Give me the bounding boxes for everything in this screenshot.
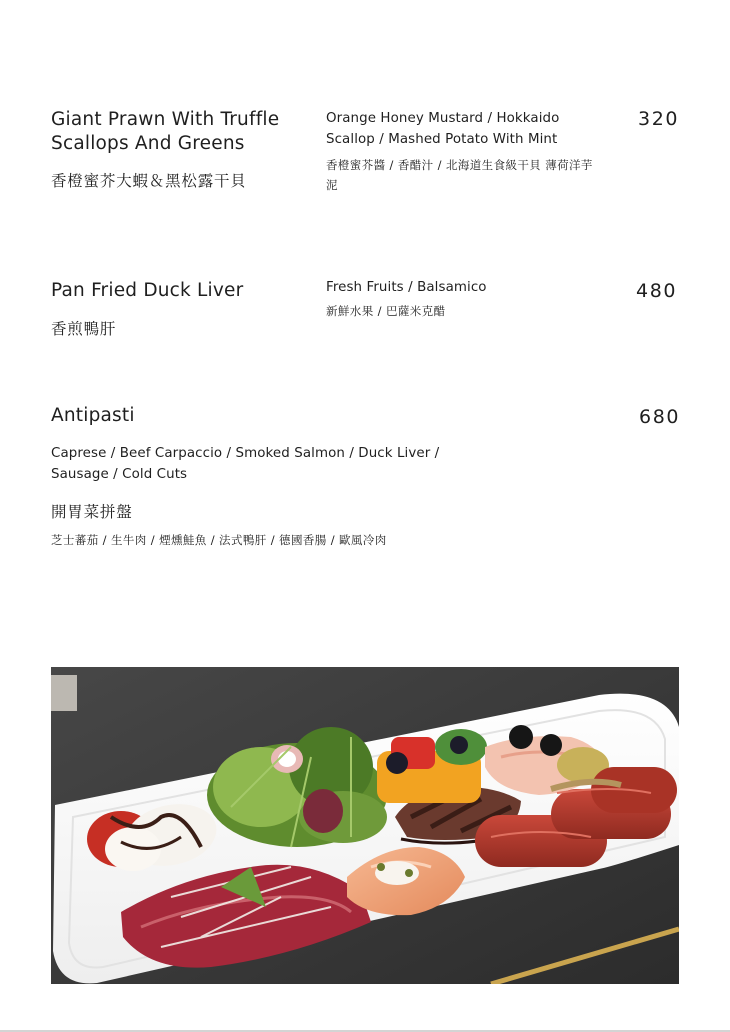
menu-item-name-zh: 香橙蜜芥大蝦＆黑松露干貝	[51, 172, 247, 190]
menu-item-description: Fresh Fruits / Balsamico	[326, 280, 487, 295]
menu-item-price: 320	[638, 108, 680, 130]
menu-item-name: Pan Fried Duck Liver	[51, 280, 244, 301]
menu-item-price: 480	[636, 280, 678, 302]
fresh-fruits	[377, 729, 487, 803]
menu-item-description: Orange Honey Mustard / Hokkaido Scallop / Mashed Potato With Mint	[326, 111, 560, 147]
menu-item-description-zh: 香橙蜜芥醬 / 香醋汁 / 北海道生食級干貝 薄荷洋芋泥	[326, 158, 593, 192]
antipasti-platter-photo	[51, 667, 679, 984]
menu-item-description-zh: 新鮮水果 / 巴薩米克醋	[326, 304, 446, 318]
menu-item-name-zh: 香煎鴨肝	[51, 320, 117, 338]
menu-item-description-zh: 芝士蕃茄 / 生牛肉 / 煙燻鮭魚 / 法式鴨肝 / 德國香腸 / 歐風冷肉	[51, 533, 387, 547]
napkin	[51, 675, 77, 711]
menu-item-name: Antipasti	[51, 405, 135, 426]
menu-item-description: Caprese / Beef Carpaccio / Smoked Salmon / Duck Liver / Sausage / Cold Cuts	[51, 446, 440, 482]
menu-item-name: Giant Prawn With Truffle Scallops And Greens	[51, 109, 280, 154]
menu-item-price: 680	[639, 406, 681, 428]
menu-item-name-zh: 開胃菜拼盤	[51, 503, 133, 521]
